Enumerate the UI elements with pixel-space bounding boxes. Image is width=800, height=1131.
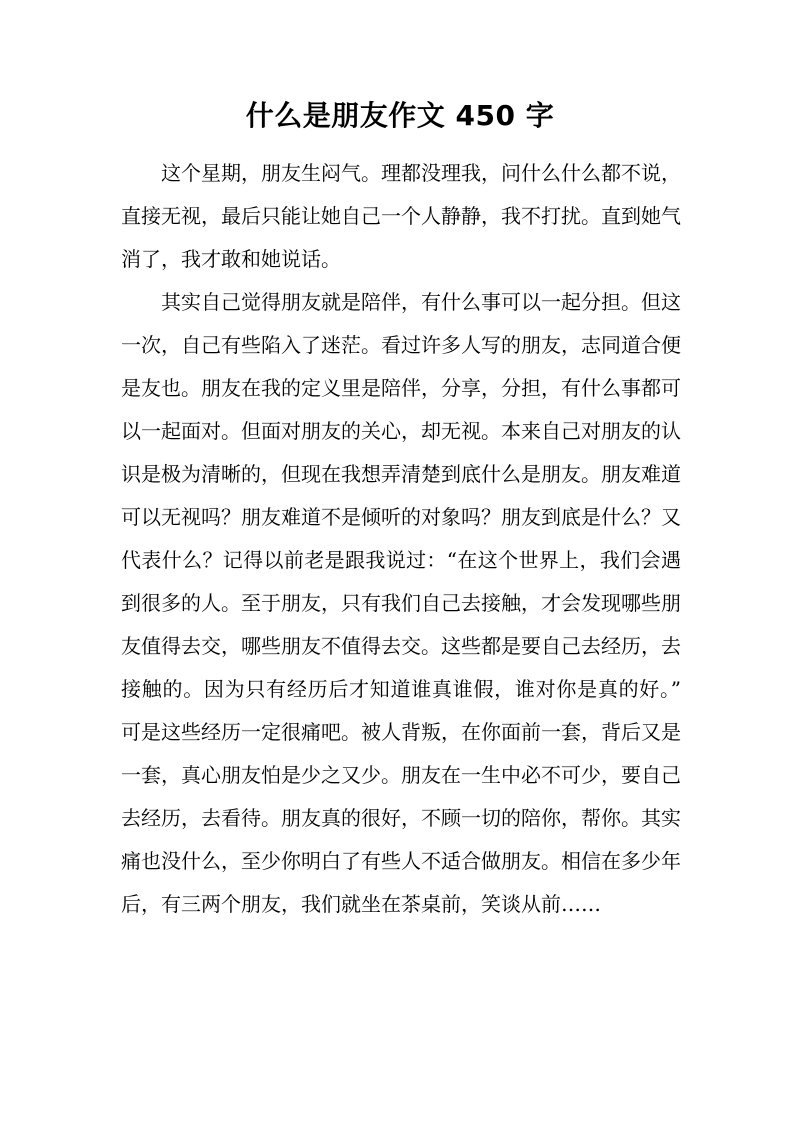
- document-body: [121, 152, 681, 926]
- document-title: 什么是朋友作文 450 字: [245, 99, 555, 132]
- paragraph-1: 这个星期，朋友生闷气。理都没理我，问什么什么都不说，直接无视，最后只能让她自己一个人静静，我不打扰。直到她气消了，我才敢和她说话。: [121, 161, 681, 271]
- paragraph-2: 其实自己觉得朋友就是陪伴，有什么事可以一起分担。但这一次，自己有些陷入了迷茫。看过许多人写的朋友，志同道合便是友也。朋友在我的定义里是陪伴，分享，分担，有什么事都可以一起面对。但面对朋友的关心，却无视。本来自己对朋友的认识是极为清晰的，但现在我想弄清楚到底什么是朋友。朋友难道可以无视吗？朋友难道不是倾听的对象吗？朋友到底是什么？又代表什么？记得以前老是跟我说过：“在这个世界上，我们会遇到很多的人。至于朋友，只有我们自己去接触，才会发现哪些朋友值得去交，哪些朋友不值得去交。这些都是要自己去经历，去接触的。因为只有经历后才知道谁真谁假，谁对你是真的好。”可是这些经历一定很痛吧。被人背叛，在你面前一套，背后又是一套，真心朋友怕是少之又少。朋友在一生中必不可少，要自己去经历，去看待。朋友真的很好，不顾一切的陪你，帮你。其实痛也没什么，至少你明白了有些人不适合做朋友。相信在多少年后，有三两个朋友，我们就坐在茶桌前，笑谈从前……: [121, 290, 681, 916]
